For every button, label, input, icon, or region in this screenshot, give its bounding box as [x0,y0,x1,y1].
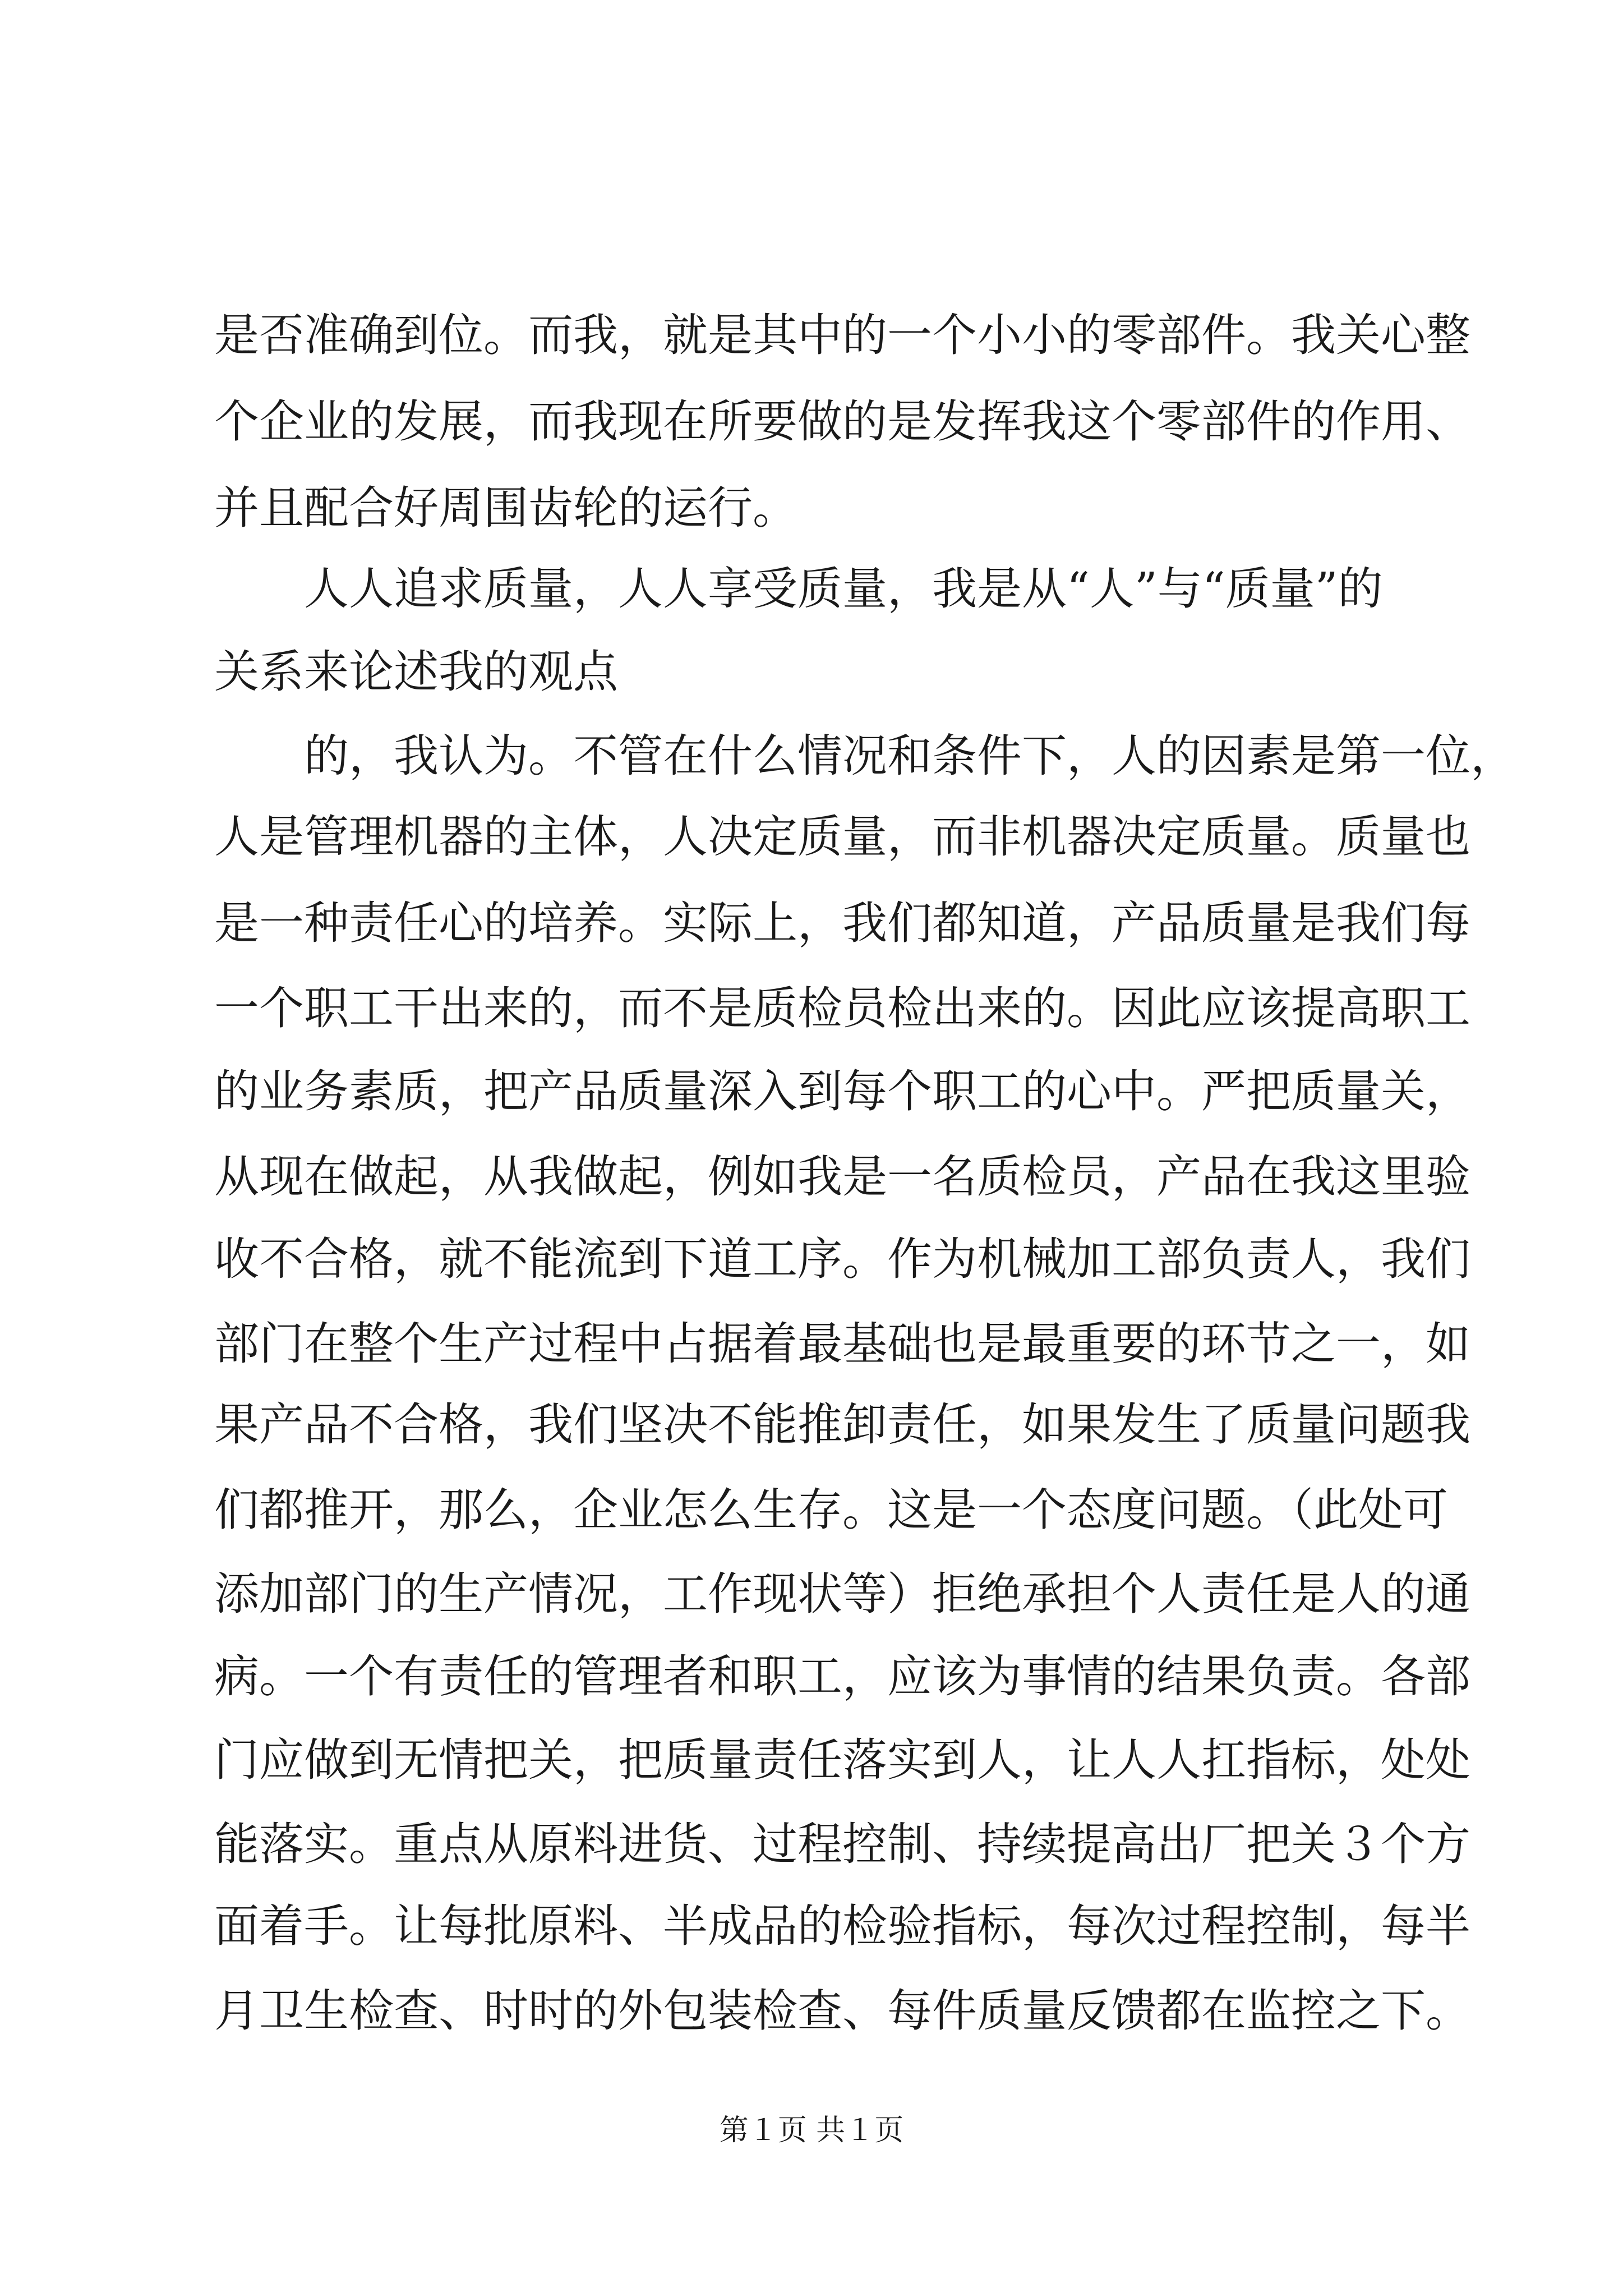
text-line: 面着手。让每批原料、半成品的检验指标，每次过程控制，每半 [214,1900,1470,1952]
text-line: 月卫生检查、时时的外包装检查、每件质量反馈都在监控之下。 [214,1985,1470,2037]
text-line: 收不合格，就不能流到下道工序。作为机械加工部负责人，我们 [214,1233,1470,1285]
text-line: 从现在做起，从我做起，例如我是一名质检员，产品在我这里验 [214,1151,1470,1203]
text-line: 添加部门的生产情况，工作现状等）拒绝承担个人责任是人的通 [214,1568,1470,1620]
text-line: 并且配合好周围齿轮的运行。 [214,482,797,534]
text-line: 果产品不合格，我们坚决不能推卸责任，如果发生了质量问题我 [214,1398,1470,1451]
text-line: 人是管理机器的主体，人决定质量，而非机器决定质量。质量也 [214,811,1470,863]
text-line: 病。一个有责任的管理者和职工，应该为事情的结果负责。各部 [214,1650,1470,1703]
paragraph-start-line: 人人追求质量，人人享受质量，我是从“人”与“质量”的 [304,563,1383,615]
text-line: 个企业的发展，而我现在所要做的是发挥我这个零部件的作用、 [214,395,1470,448]
text-line: 一个职工干出来的，而不是质检员检出来的。因此应该提高职工 [214,982,1470,1034]
text-line: 门应做到无情把关，把质量责任落实到人，让人人扛指标，处处 [214,1734,1470,1786]
text-line: 们都推开，那么，企业怎么生存。这是一个态度问题。（此处可 [214,1484,1448,1536]
text-line: 部门在整个生产过程中占据着最基础也是最重要的环节之一，如 [214,1318,1470,1370]
text-line: 是一种责任心的培养。实际上，我们都知道，产品质量是我们每 [214,897,1470,949]
paragraph-start-line: 的，我认为。不管在什么情况和条件下，人的因素是第一位， [304,730,1515,782]
text-line: 的业务素质，把产品质量深入到每个职工的心中。严把质量关， [214,1065,1470,1117]
text-line: 关系来论述我的观点 [214,646,618,698]
page-number-footer: 第１页 共１页 [719,2114,904,2147]
text-line: 是否准确到位。而我，就是其中的一个小小的零部件。我关心整 [214,309,1470,361]
text-line: 能落实。重点从原料进货、过程控制、持续提高出厂把关３个方 [214,1818,1470,1870]
